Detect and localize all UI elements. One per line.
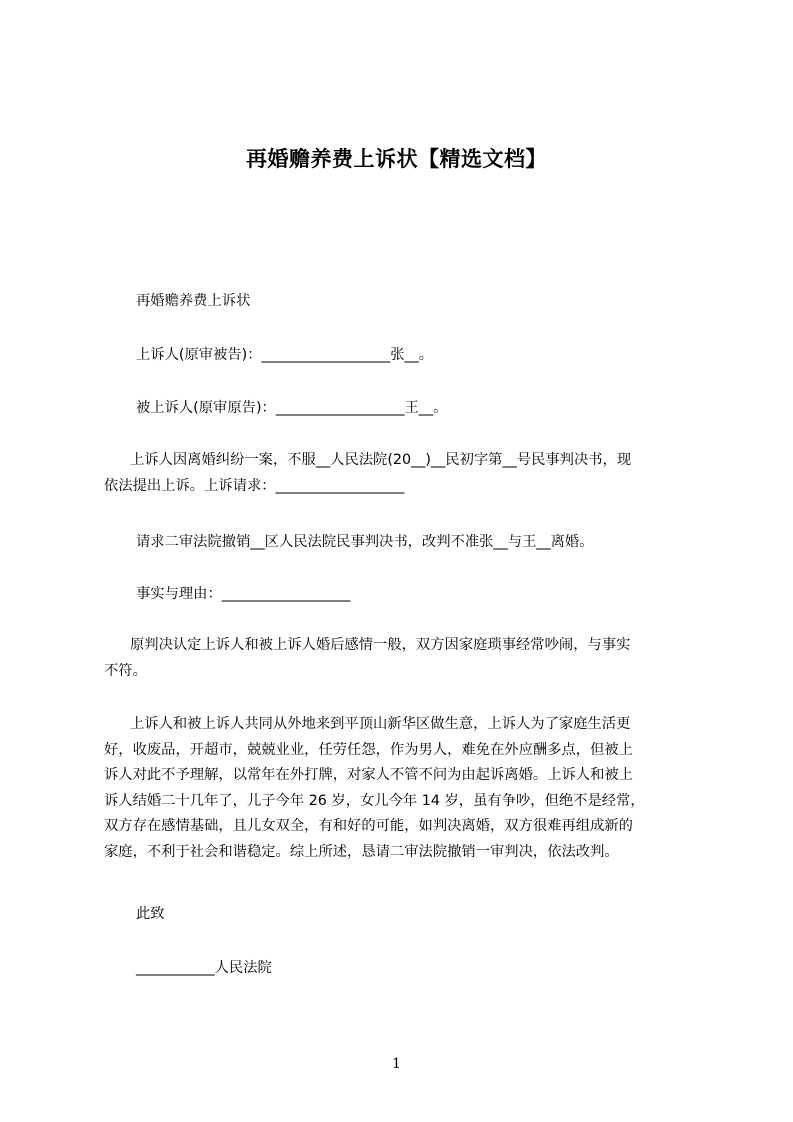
facts-paragraph-1 xyxy=(104,633,702,684)
page-number: 1 xyxy=(392,1056,401,1072)
facts-p2-line-6: 家庭，不利于社会和谐稳定。综上所述，恳请二审法院撤销一审判决，依法改判。 xyxy=(104,843,619,860)
case-intro-line-1: 上诉人因离婚纠纷一案，不服__人民法院(20__)__民初字第__号民事判决书，现 xyxy=(130,452,632,468)
facts-p2-line-3: 诉人对此不予理解，以常年在外打牌，对家人不管不问为由起诉离婚。上诉人和被上 xyxy=(104,767,633,783)
facts-p2-line-5: 双方存在感情基础，且儿女双全，有和好的可能，如判决离婚，双方很难再组成新的 xyxy=(104,818,633,834)
document-title: 再婚赡养费上诉状【精选文档】 xyxy=(246,147,547,171)
facts-label-line: 事实与理由：__________________ xyxy=(136,586,351,602)
facts-p1-line-2: 不符。 xyxy=(104,662,147,679)
facts-paragraph-2 xyxy=(104,712,702,865)
case-intro-line-2: 依法提出上诉。上诉请求：__________________ xyxy=(104,477,405,494)
heading-line: 再婚赡养费上诉状 xyxy=(136,293,251,309)
request-line: 请求二审法院撤销__区人民法院民事判决书，改判不准张__与王__离婚。 xyxy=(136,534,594,550)
appellant-line: 上诉人(原审被告)：__________________张__。 xyxy=(136,347,434,363)
appellee-line: 被上诉人(原审原告)：__________________王__。 xyxy=(136,400,448,416)
closing-line: 此致 xyxy=(136,906,165,922)
facts-p2-line-2: 好，收废品，开超市，兢兢业业，任劳任怨，作为男人，难免在外应酬多点，但被上 xyxy=(104,741,633,758)
facts-p1-line-1: 原判决认定上诉人和被上诉人婚后感情一般，双方因家庭琐事经常吵闹，与事实 xyxy=(130,637,631,653)
court-line: ___________人民法院 xyxy=(136,960,272,976)
facts-p2-line-1: 上诉人和被上诉人共同从外地来到平顶山新华区做生意，上诉人为了家庭生活更 xyxy=(130,716,631,732)
facts-p2-line-4: 诉人结婚二十几年了，儿子今年 26 岁，女儿今年 14 岁，虽有争吵，但绝不是经常， xyxy=(104,792,645,809)
case-intro-paragraph xyxy=(104,448,702,499)
